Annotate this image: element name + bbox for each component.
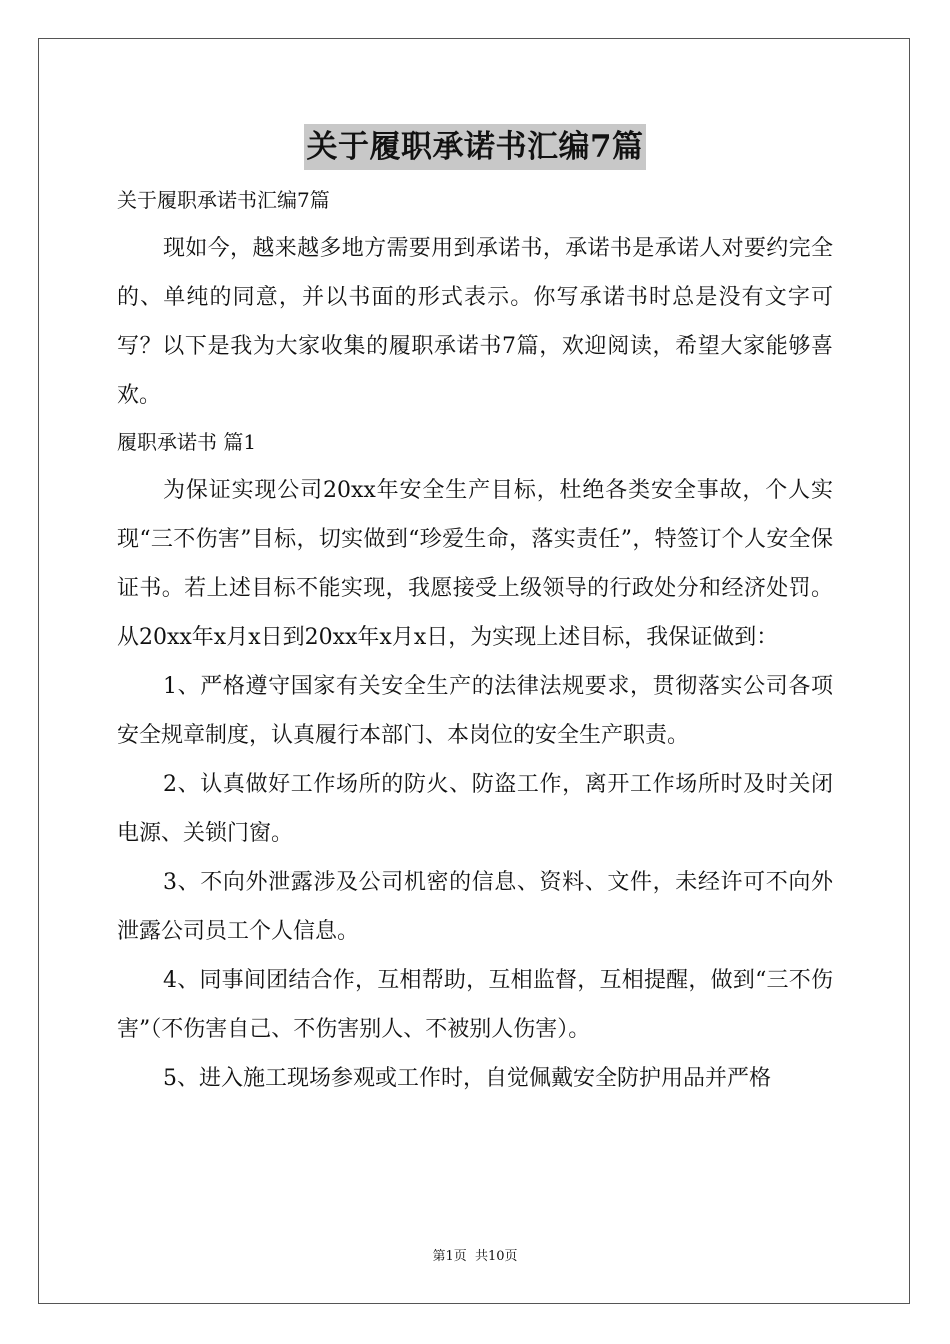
title-container bbox=[0, 124, 950, 170]
list-item: 4、同事间团结合作，互相帮助，互相监督，互相提醒，做到“三不伤害”（不伤害自己、不伤害别人、不被别人伤害）。 bbox=[117, 968, 833, 1042]
page-number: 第1页 bbox=[432, 1249, 467, 1264]
section-intro-paragraph: 为保证实现公司20xx年安全生产目标，杜绝各类安全事故，个人实现“三不伤害”目标，切实做到“珍爱生命，落实责任”，特签订个人安全保证书。若上述目标不能实现，我愿接受上级领导的行政处分和经济处罚。从20xx年x月x日到20xx年x月x日，为实现上述目标，我保证做到： bbox=[117, 478, 833, 650]
list-item: 2、认真做好工作场所的防火、防盗工作，离开工作场所时及时关闭电源、关锁门窗。 bbox=[117, 772, 833, 846]
document-title: 关于履职承诺书汇编7篇 bbox=[304, 124, 645, 170]
list-item: 1、严格遵守国家有关安全生产的法律法规要求，贯彻落实公司各项安全规章制度，认真履行本部门、本岗位的安全生产职责。 bbox=[117, 674, 833, 748]
document-subtitle: 关于履职承诺书汇编7篇 bbox=[117, 188, 330, 212]
intro-paragraph: 现如今，越来越多地方需要用到承诺书，承诺书是承诺人对要约完全的、单纯的同意，并以书面的形式表示。你写承诺书时总是没有文字可写？以下是我为大家收集的履职承诺书7篇，欢迎阅读，希望大家能够喜欢。 bbox=[117, 236, 833, 408]
list-item: 3、不向外泄露涉及公司机密的信息、资料、文件，未经许可不向外泄露公司员工个人信息。 bbox=[117, 870, 833, 944]
page-footer bbox=[0, 1248, 950, 1266]
document-body bbox=[117, 180, 833, 1103]
section-heading: 履职承诺书 篇1 bbox=[117, 430, 257, 454]
page-total: 共10页 bbox=[474, 1249, 518, 1264]
list-item: 5、进入施工现场参观或工作时，自觉佩戴安全防护用品并严格 bbox=[163, 1066, 771, 1091]
